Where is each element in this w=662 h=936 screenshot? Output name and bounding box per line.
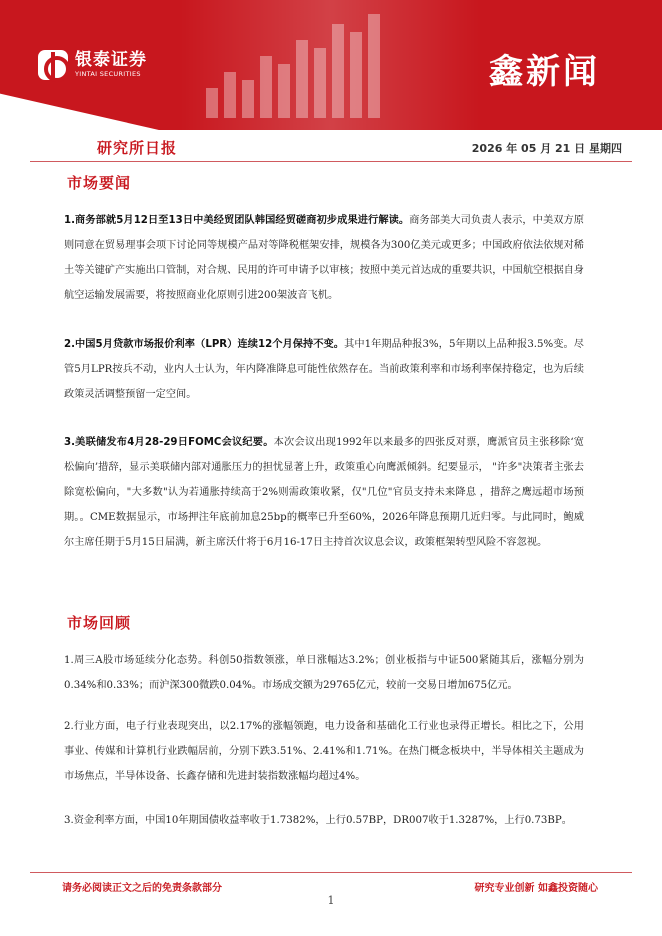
disclaimer-note: 请务必阅读正文之后的免责条款部分 — [62, 883, 222, 894]
report-date: 2026 年 05 月 21 日 星期四 — [471, 142, 622, 155]
section-title-market-review: 市场回顾 — [67, 614, 132, 632]
news-item — [64, 208, 584, 308]
news-item — [64, 332, 584, 407]
footer-slogan: 研究专业创新 如鑫投资随心 — [474, 883, 598, 894]
company-logo — [38, 50, 147, 80]
header-banner — [0, 0, 662, 130]
news-item-body: 其中1年期品种报3%，5年期以上品种报3.5%变。尽管5月LPR按兵不动，业内人士认为，年内降准降息可能性依然存在。当前政策利率和市场利率保持稳定，也为后续政策灵活调整预留一定空间。 — [64, 339, 584, 400]
news-item-body: 本次会议出现1992年以来最多的四张反对票，鹰派官员主张移除‘宽松偏向’措辞，显示美联储内部对通胀压力的担忧显著上升，政策重心向鹰派倾斜。纪要显示， "许多"决策者主张去除宽松偏向，"大多数"认为若通胀持续高于2%则需政策收紧，仅"几位"官员支持未来降息 ，措辞之鹰远超市场预期。。CME数据显示，市场押注年底前加息25bp的概率已升至60%，2026年降息预期几近归零。与此同时，鲍威尔主席任期于5月15日届满，新主席沃什将于6月16-17日主持首次议息会议，政策框架转型风险不容忽视。 — [64, 437, 584, 548]
page-number: 1 — [327, 894, 335, 907]
banner-bar-chart-graphic — [206, 8, 406, 118]
section-title-market-news: 市场要闻 — [67, 174, 132, 192]
review-item — [64, 714, 584, 789]
news-item-lead: 3.美联储发布4月28-29日FOMC会议纪要。 — [64, 437, 274, 448]
review-item — [64, 808, 584, 833]
news-item-lead: 2.中国5月贷款市场报价利率（LPR）连续12个月保持不变。 — [64, 339, 345, 350]
news-item-lead: 1.商务部就5月12日至13日中美经贸团队韩国经贸磋商初步成果进行解读。 — [64, 215, 410, 226]
report-name: 研究所日报 — [97, 139, 178, 157]
review-item-body: 2.行业方面，电子行业表现突出，以2.17%的涨幅领跑，电力设备和基础化工行业也录得正增长。相比之下，公用事业、传媒和计算机行业跌幅居前，分别下跌3.51%、2.41%和1.71%。在热门概念板块中，半导体相关主题成为市场焦点，半导体设备、长鑫存储和先进封装指数涨幅均超过4%。 — [64, 721, 584, 782]
news-item-body: 商务部美大司负责人表示，中美双方原则同意在贸易理事会项下讨论同等规模产品对等降税框架安排，规模各为300亿美元或更多；中国政府依法依规对稀土等关键矿产实施出口管制，对合规、民用的许可申请予以审核；按照中美元首达成的重要共识，中国航空根据自身航空运输发展需要，将按照商业化原则引进200架波音飞机。 — [64, 215, 584, 301]
footer-divider — [30, 872, 632, 873]
news-item — [64, 430, 584, 555]
review-item — [64, 648, 584, 698]
header-divider — [30, 161, 632, 162]
review-item-body: 3.资金利率方面，中国10年期国债收益率收于1.7382%，上行0.57BP，DR007收于1.3287%，上行0.73BP。 — [64, 815, 572, 826]
logo-name-en: YINTAI SECURITIES — [75, 70, 141, 78]
brand-title: 鑫新闻 — [489, 52, 600, 92]
logo-name-cn: 银泰证券 — [75, 50, 147, 70]
review-item-body: 1.周三A股市场延续分化态势。科创50指数领涨，单日涨幅达3.2%；创业板指与中证500紧随其后，涨幅分别为0.34%和0.33%；而沪深300微跌0.04%。市场成交额为29765亿元，较前一交易日增加675亿元。 — [64, 655, 584, 691]
logo-mark-icon — [38, 50, 68, 80]
